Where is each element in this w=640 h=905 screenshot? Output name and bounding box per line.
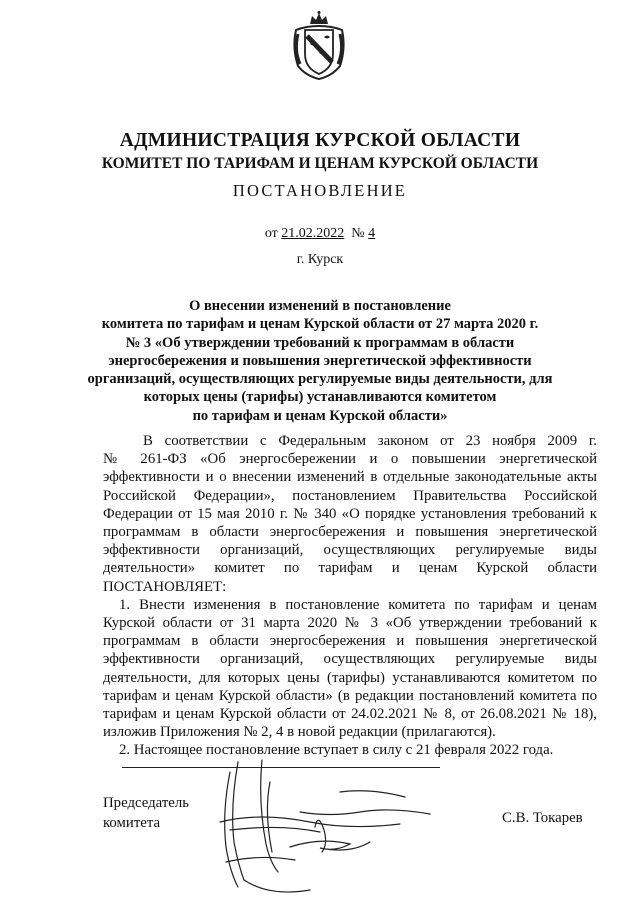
body-line: ПОСТАНОВЛЯЕТ: (103, 578, 227, 595)
paragraph-item-1 (103, 596, 597, 742)
title-line: О внесении изменений в постановление (189, 298, 451, 314)
body-line: 2. Настоящее постановление вступает в силу с 21 февраля 2022 года. (119, 742, 554, 759)
body-line: В соответствии с Федеральным законом от 23 ноября 2009 г. (143, 433, 597, 449)
city: г. Курск (296, 252, 344, 267)
body-line: тарифам и ценам Курской области от 24.02.2021 № 8, от 26.08.2021 № 18), (103, 706, 597, 723)
department-heading: КОМИТЕТ ПО ТАРИФАМ И ЦЕНАМ КУРСКОЙ ОБЛАСТИ (101, 155, 539, 172)
position-line: Председатель (103, 795, 189, 811)
body-line: тарифам и ценам Курской области» (в редакции постановлений комитета по (103, 687, 597, 704)
body-line: эффективности организаций, осуществляющих регулируемые виды (103, 542, 597, 559)
body-line: эффективности организаций, осуществляющих регулируемые виды (103, 651, 597, 668)
document-type: ПОСТАНОВЛЕНИЕ (232, 181, 408, 200)
signatory-name: С.В. Токарев (502, 810, 583, 826)
title-line: по тарифам и ценам Курской области» (192, 407, 448, 424)
title-line: которых цены (тарифы) устанавливаются комитетом (143, 389, 497, 406)
position-line: комитета (103, 815, 161, 831)
coat-of-arms-icon (288, 10, 350, 82)
document-body (103, 432, 597, 760)
body-line: изложив Приложения № 2, 4 в новой редакции (прилагаются). (103, 724, 496, 741)
date-number-line (0, 226, 640, 242)
number-prefix: № (351, 226, 365, 241)
title-line: энергосбережения и повышения энергетической эффективности (108, 352, 532, 369)
document-title (60, 297, 580, 425)
date-prefix: от (264, 226, 278, 241)
title-line: комитета по тарифам и ценам Курской области от 27 марта 2020 г. (101, 316, 539, 333)
organization-heading: АДМИНИСТРАЦИЯ КУРСКОЙ ОБЛАСТИ (119, 130, 521, 151)
body-line: Федерации от 15 мая 2010 г. № 340 «О порядке установления требований к (103, 505, 597, 522)
body-line: Курской области от 31 марта 2020 № 3 «Об утверждении требований к (103, 615, 597, 632)
handwritten-signature-icon (200, 752, 460, 902)
body-line: программам в области энергосбережения и повышения энергетической (103, 524, 597, 541)
title-line: организаций, осуществляющих регулируемые виды деятельности, для (87, 371, 553, 388)
body-line: № 261-ФЗ «Об энергосбережении и о повышении энергетической (103, 451, 597, 468)
document-number: 4 (368, 226, 376, 241)
body-line: 1. Внести изменения в постановление комитета по тарифам и ценам (119, 596, 597, 613)
body-line: эффективности и о внесении изменений в отдельные законодательные акты (103, 469, 597, 486)
document-date: 21.02.2022 (281, 226, 345, 241)
body-line: программам в области энергосбережения и повышения энергетической (103, 633, 597, 650)
body-line: деятельности, для которых цены (тарифы) устанавливаются комитетом по (103, 669, 597, 686)
signatory-position (103, 793, 189, 833)
body-line: Российской Федерации», постановлением Правительства Российской (103, 487, 597, 504)
paragraph-preamble (103, 432, 597, 596)
body-line: деятельности» комитет по тарифам и ценам Курской области (103, 560, 597, 577)
title-line: № 3 «Об утверждении требований к программам в области (125, 334, 515, 351)
